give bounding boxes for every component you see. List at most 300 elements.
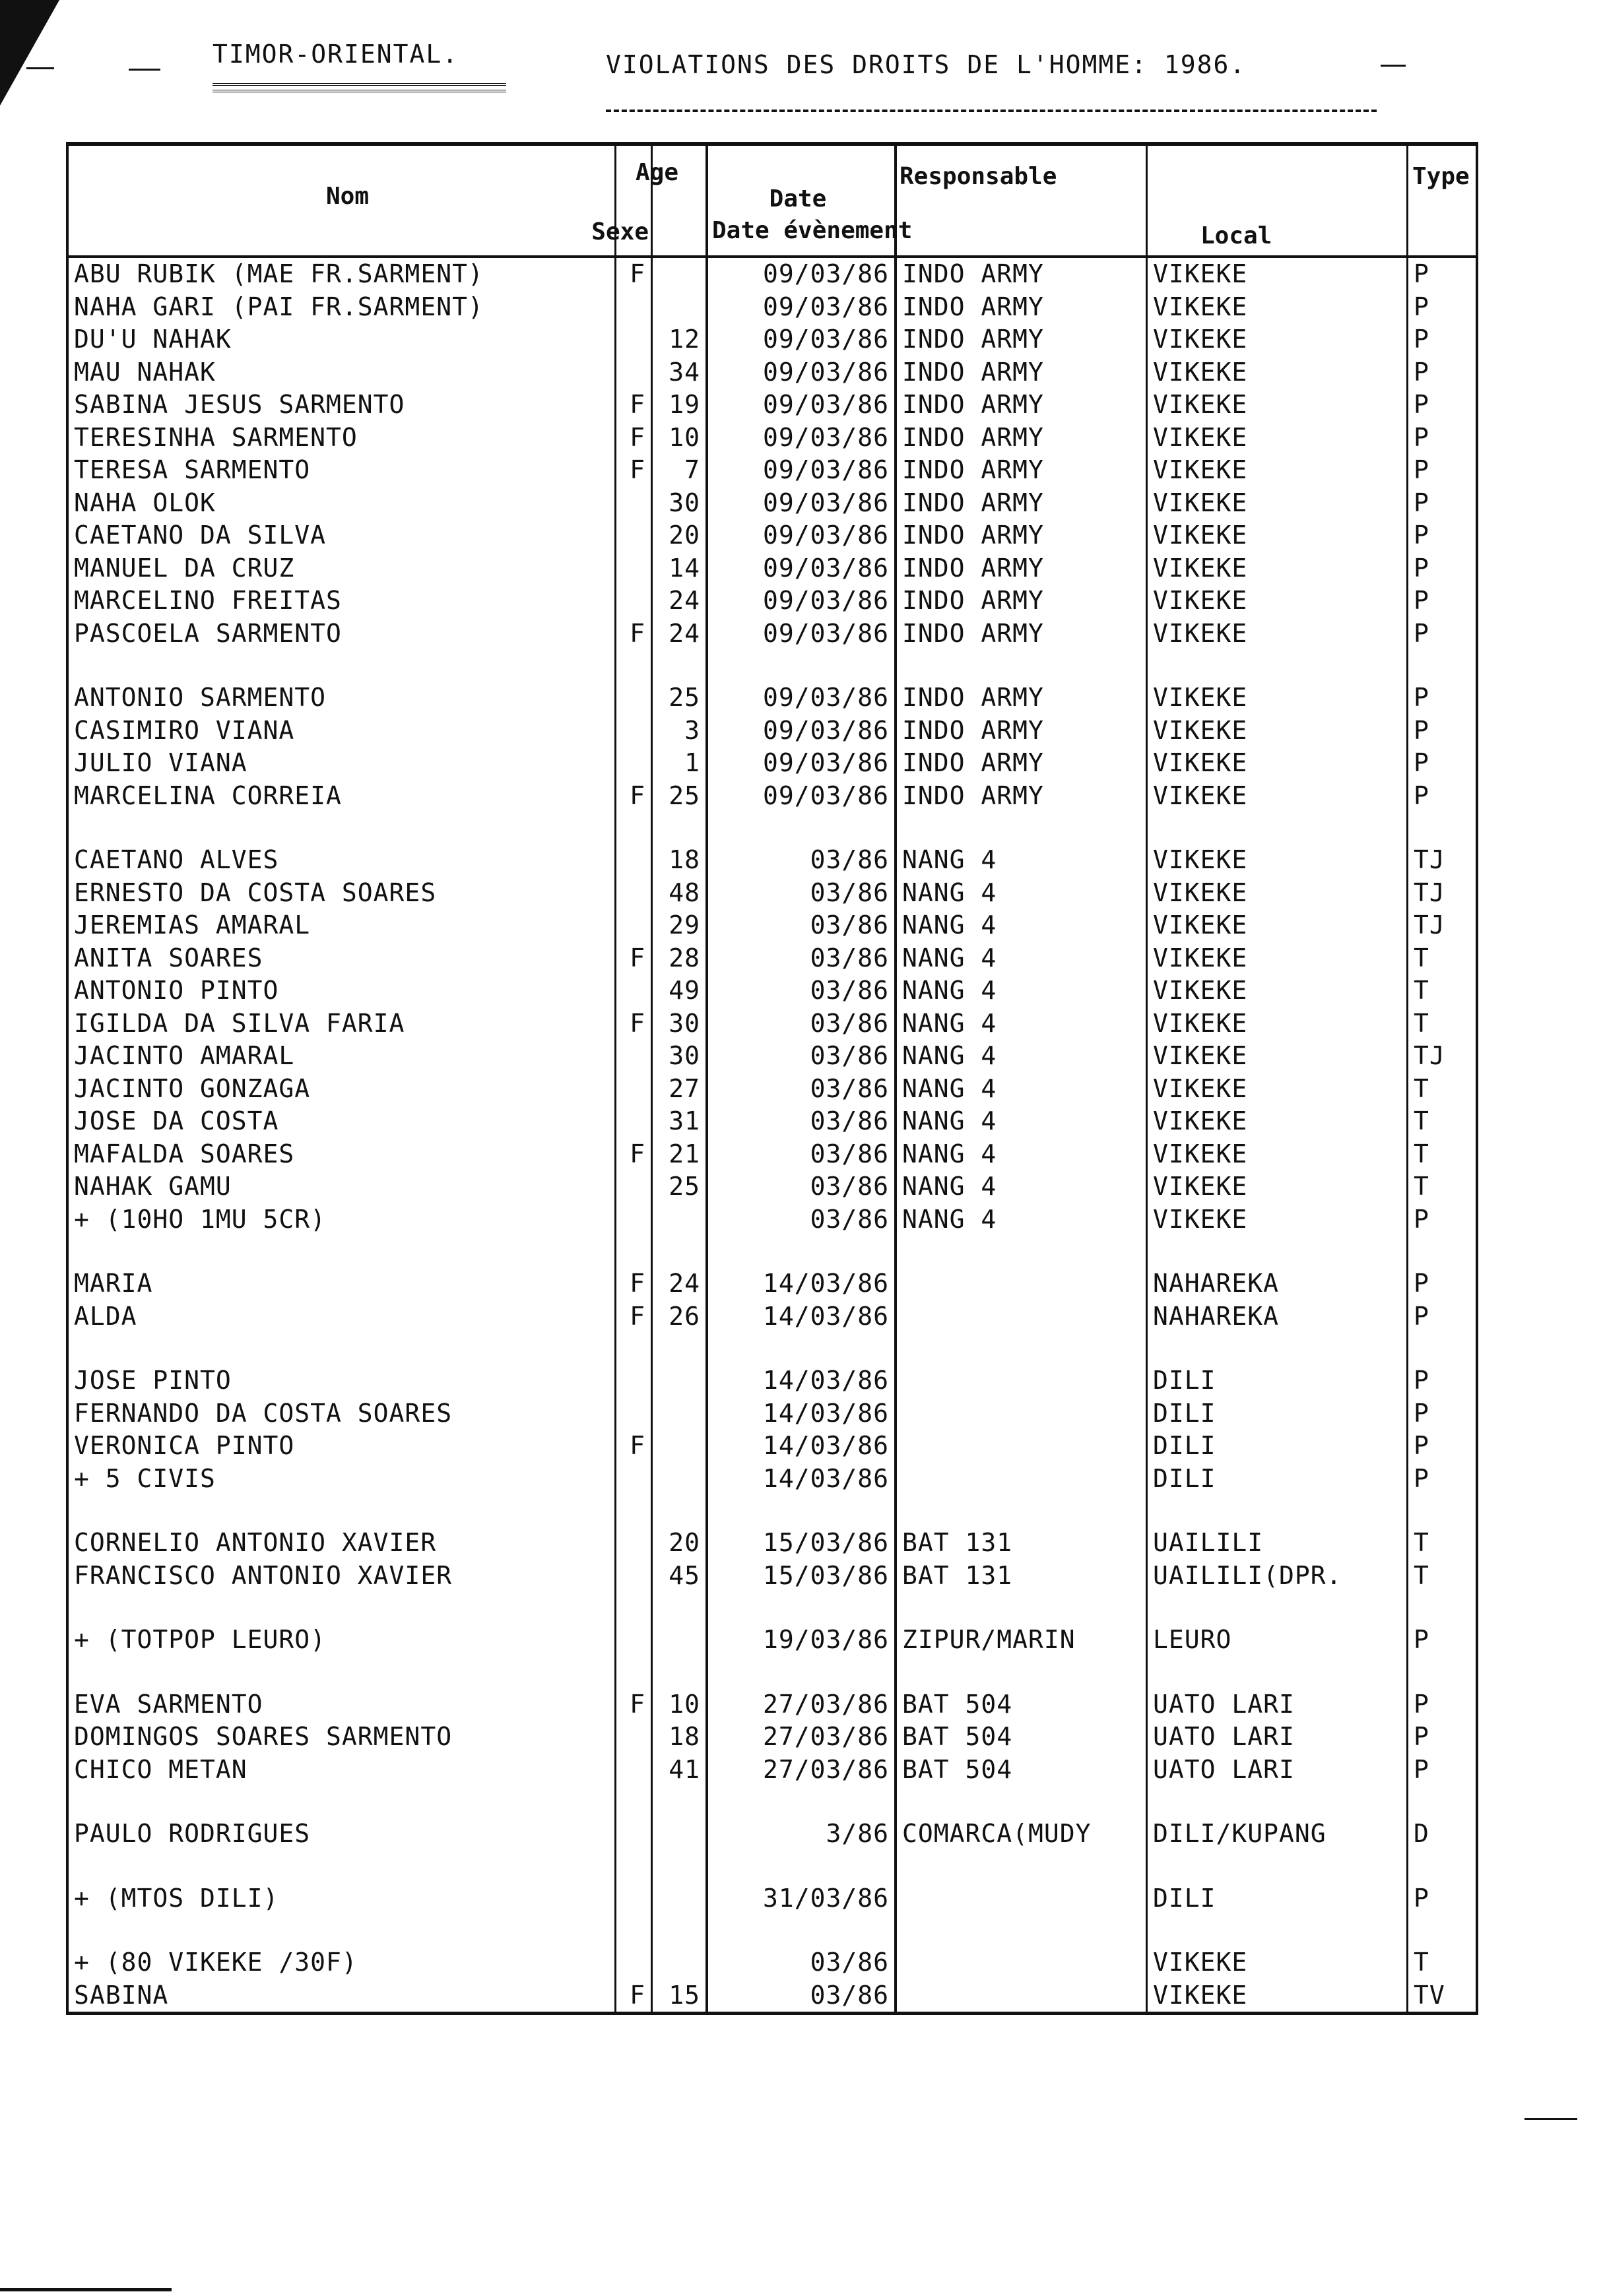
cell-local: VIKEKE [1147,257,1408,291]
cell-age: 30 [652,487,707,520]
cell-sex [616,1624,652,1657]
cell-sex [616,974,652,1007]
cell-date: 09/03/86 [707,585,896,618]
cell-age: 25 [652,1170,707,1203]
cell-type: P [1408,389,1478,422]
spacer-cell [1408,1333,1478,1364]
cell-responsible: INDO ARMY [896,356,1147,389]
spacer-cell [1408,1236,1478,1267]
cell-responsible: BAT 504 [896,1721,1147,1754]
cell-type: P [1408,519,1478,552]
cell-sex [616,747,652,780]
cell-local: LEURO [1147,1624,1408,1657]
cell-type: P [1408,1754,1478,1787]
cell-age: 7 [652,454,707,487]
cell-name: IGILDA DA SILVA FARIA [74,1008,405,1038]
cell-name: JOSE PINTO [74,1366,232,1395]
cell-responsible: BAT 504 [896,1754,1147,1787]
spacer-cell [1147,1495,1408,1527]
table-row [67,1364,1477,1397]
cell-type: T [1408,1560,1478,1593]
cell-sex [616,1946,652,1979]
spacer-cell [707,650,896,682]
margin-dash-mark [1381,65,1406,67]
cell-sex [616,682,652,715]
table-row [67,1818,1477,1851]
table-body [67,257,1477,2014]
cell-name: ABU RUBIK (MAE FR.SARMENT) [74,259,484,288]
cell-sex: F [616,942,652,975]
cell-responsible [896,1882,1147,1915]
spacer-cell [652,1333,707,1364]
cell-name: EVA SARMENTO [74,1689,263,1719]
cell-age: 24 [652,618,707,651]
cell-local: VIKEKE [1147,1138,1408,1171]
table-row [67,1138,1477,1171]
cell-sex: F [616,1979,652,2014]
spacer-cell [67,1915,616,1946]
table-row [67,909,1477,942]
cell-type: P [1408,552,1478,585]
cell-local: VIKEKE [1147,1979,1408,2014]
spacer-cell [1147,1915,1408,1946]
cell-responsible: NANG 4 [896,1073,1147,1106]
cell-local: VIKEKE [1147,487,1408,520]
cell-responsible: INDO ARMY [896,291,1147,324]
cell-local: VIKEKE [1147,618,1408,651]
cell-age: 30 [652,1040,707,1073]
scan-bottom-edge-mark [0,2288,172,2291]
cell-type: P [1408,747,1478,780]
spacer-cell [1408,812,1478,844]
table-row [67,1040,1477,1073]
cell-name: ALDA [74,1301,137,1331]
cell-responsible: BAT 131 [896,1560,1147,1593]
cell-date: 14/03/86 [707,1463,896,1496]
cell-local: VIKEKE [1147,1105,1408,1138]
cell-responsible: INDO ARMY [896,323,1147,356]
table-row [67,1624,1477,1657]
cell-type: P [1408,1688,1478,1721]
cell-age: 12 [652,323,707,356]
spacer-cell [616,1495,652,1527]
cell-local: VIKEKE [1147,682,1408,715]
cell-name: PASCOELA SARMENTO [74,618,342,648]
cell-date: 09/03/86 [707,747,896,780]
spacer-cell [1147,1592,1408,1624]
spacer-cell [707,1592,896,1624]
cell-date: 14/03/86 [707,1397,896,1430]
cell-sex [616,1463,652,1496]
document-region: TIMOR-ORIENTAL. [213,40,459,69]
spacer-cell [707,1333,896,1364]
spacer-cell [652,1786,707,1818]
cell-age: 41 [652,1754,707,1787]
spacer-cell [1408,1657,1478,1688]
cell-sex: F [616,1688,652,1721]
cell-responsible: INDO ARMY [896,389,1147,422]
table-row [67,618,1477,651]
cell-sex [616,291,652,324]
spacer-cell [67,1592,616,1624]
table-row [67,585,1477,618]
cell-sex [616,909,652,942]
cell-sex [616,1170,652,1203]
cell-name: PAULO RODRIGUES [74,1819,311,1848]
cell-age: 49 [652,974,707,1007]
cell-responsible: NANG 4 [896,1170,1147,1203]
cell-age: 25 [652,780,707,813]
cell-date: 19/03/86 [707,1624,896,1657]
spacer-cell [616,1915,652,1946]
spacer-cell [896,812,1147,844]
spacer-cell [652,1495,707,1527]
table-row [67,877,1477,910]
column-header-type: Type [1408,144,1478,257]
table-row [67,1979,1477,2014]
cell-age: 14 [652,552,707,585]
cell-type: P [1408,291,1478,324]
cell-sex [616,1721,652,1754]
cell-age: 34 [652,356,707,389]
spacer-cell [896,1851,1147,1882]
spacer-cell [707,1915,896,1946]
cell-type: P [1408,487,1478,520]
cell-sex [616,1203,652,1236]
spacer-cell [707,1495,896,1527]
spacer-cell [67,650,616,682]
spacer-cell [1147,1786,1408,1818]
cell-type: P [1408,682,1478,715]
cell-sex: F [616,454,652,487]
cell-local: DILI [1147,1430,1408,1463]
cell-age [652,291,707,324]
cell-responsible: INDO ARMY [896,780,1147,813]
cell-age: 48 [652,877,707,910]
cell-sex [616,1882,652,1915]
cell-local: VIKEKE [1147,519,1408,552]
cell-age: 26 [652,1300,707,1333]
cell-date: 09/03/86 [707,389,896,422]
cell-date: 03/86 [707,844,896,877]
cell-sex [616,877,652,910]
cell-name: CORNELIO ANTONIO XAVIER [74,1528,437,1557]
region-underline [213,83,506,92]
cell-age: 30 [652,1007,707,1040]
spacer-cell [707,1786,896,1818]
table-row [67,1397,1477,1430]
cell-sex [616,552,652,585]
cell-sex: F [616,618,652,651]
spacer-cell [1408,1915,1478,1946]
table-header-row [67,144,1477,257]
cell-type: P [1408,1624,1478,1657]
table-row [67,1946,1477,1979]
spacer-cell [652,1236,707,1267]
table-row [67,1882,1477,1915]
cell-age: 18 [652,844,707,877]
cell-name: JACINTO GONZAGA [74,1073,311,1103]
cell-sex: F [616,1267,652,1300]
cell-age [652,1397,707,1430]
cell-responsible [896,1463,1147,1496]
cell-name: MANUEL DA CRUZ [74,553,295,583]
cell-responsible: INDO ARMY [896,747,1147,780]
title-underline [606,110,1377,112]
cell-responsible: INDO ARMY [896,585,1147,618]
cell-date: 09/03/86 [707,552,896,585]
column-header-date: Date Date évènement [707,144,896,257]
spacer-cell [67,1657,616,1688]
cell-local: DILI [1147,1364,1408,1397]
cell-date: 31/03/86 [707,1882,896,1915]
cell-age: 20 [652,519,707,552]
table-spacer-row [67,1495,1477,1527]
cell-age: 21 [652,1138,707,1171]
cell-local: VIKEKE [1147,291,1408,324]
cell-date: 03/86 [707,1040,896,1073]
column-header-age: Age [652,144,707,257]
cell-date: 03/86 [707,942,896,975]
cell-responsible: NANG 4 [896,942,1147,975]
spacer-cell [616,1657,652,1688]
cell-age [652,1946,707,1979]
cell-local: NAHAREKA [1147,1300,1408,1333]
cell-date: 27/03/86 [707,1688,896,1721]
cell-age: 10 [652,1688,707,1721]
spacer-cell [67,1236,616,1267]
cell-age: 20 [652,1527,707,1560]
cell-type: TJ [1408,1040,1478,1073]
cell-type: TJ [1408,909,1478,942]
cell-name: MAU NAHAK [74,357,216,387]
cell-local: VIKEKE [1147,844,1408,877]
spacer-cell [1408,650,1478,682]
cell-age: 27 [652,1073,707,1106]
cell-date: 03/86 [707,1946,896,1979]
cell-responsible: NANG 4 [896,844,1147,877]
column-header-date-label: Date évènement [712,217,913,244]
cell-local: VIKEKE [1147,552,1408,585]
cell-age: 3 [652,715,707,748]
cell-local: NAHAREKA [1147,1267,1408,1300]
cell-type: P [1408,1430,1478,1463]
cell-type: P [1408,1203,1478,1236]
cell-age: 29 [652,909,707,942]
cell-name: ANTONIO PINTO [74,976,279,1005]
cell-name: JACINTO AMARAL [74,1041,295,1070]
table-row [67,1300,1477,1333]
cell-name: DOMINGOS SOARES SARMENTO [74,1722,453,1751]
cell-type: T [1408,1007,1478,1040]
column-header-name: Nom Sexe [67,144,616,257]
spacer-cell [616,1592,652,1624]
cell-local: DILI [1147,1397,1408,1430]
cell-date: 09/03/86 [707,682,896,715]
cell-date: 09/03/86 [707,780,896,813]
cell-name: MAFALDA SOARES [74,1139,295,1168]
table-row [67,1267,1477,1300]
cell-type: TJ [1408,844,1478,877]
cell-sex [616,323,652,356]
cell-name: MARCELINA CORREIA [74,781,342,810]
cell-name: ANTONIO SARMENTO [74,683,327,712]
margin-dash-mark [129,69,160,71]
cell-name: DU'U NAHAK [74,325,232,354]
spacer-cell [616,1333,652,1364]
cell-age: 10 [652,422,707,455]
cell-responsible: NANG 4 [896,1007,1147,1040]
cell-type: P [1408,1267,1478,1300]
cell-age: 31 [652,1105,707,1138]
cell-date: 15/03/86 [707,1527,896,1560]
cell-sex: F [616,1007,652,1040]
cell-type: P [1408,618,1478,651]
cell-responsible: NANG 4 [896,1105,1147,1138]
cell-local: VIKEKE [1147,1007,1408,1040]
spacer-cell [652,1915,707,1946]
cell-type: P [1408,715,1478,748]
cell-date: 03/86 [707,1203,896,1236]
cell-type: T [1408,1138,1478,1171]
cell-date: 03/86 [707,1105,896,1138]
cell-sex [616,1818,652,1851]
spacer-cell [1408,1495,1478,1527]
cell-age [652,1818,707,1851]
cell-type: P [1408,585,1478,618]
table-row [67,1073,1477,1106]
cell-age [652,257,707,291]
spacer-cell [896,1915,1147,1946]
cell-date: 09/03/86 [707,618,896,651]
cell-date: 14/03/86 [707,1300,896,1333]
spacer-cell [896,1592,1147,1624]
table-row [67,974,1477,1007]
cell-date: 03/86 [707,974,896,1007]
cell-name: FERNANDO DA COSTA SOARES [74,1398,453,1428]
spacer-cell [896,650,1147,682]
table-row [67,389,1477,422]
table-spacer-row [67,650,1477,682]
table-row [67,422,1477,455]
cell-type: P [1408,1300,1478,1333]
table-row [67,1688,1477,1721]
cell-local: DILI [1147,1463,1408,1496]
table-row [67,519,1477,552]
spacer-cell [1147,1851,1408,1882]
cell-name: CASIMIRO VIANA [74,715,295,745]
cell-type: P [1408,1721,1478,1754]
table-row [67,257,1477,291]
margin-dash-mark [1524,2118,1577,2120]
cell-age [652,1364,707,1397]
cell-age: 18 [652,1721,707,1754]
cell-name: + (10HO 1MU 5CR) [74,1204,327,1234]
spacer-cell [896,1786,1147,1818]
cell-name: + (MTOS DILI) [74,1883,279,1913]
cell-sex [616,1397,652,1430]
table-spacer-row [67,1915,1477,1946]
cell-age: 24 [652,1267,707,1300]
cell-type: P [1408,422,1478,455]
table-spacer-row [67,1851,1477,1882]
table-row [67,844,1477,877]
cell-sex [616,1105,652,1138]
table-row [67,715,1477,748]
cell-responsible [896,1267,1147,1300]
cell-type: P [1408,454,1478,487]
spacer-cell [896,1657,1147,1688]
table-row [67,747,1477,780]
cell-sex [616,1754,652,1787]
cell-name: MARCELINO FREITAS [74,586,342,615]
cell-type: T [1408,942,1478,975]
cell-responsible: ZIPUR/MARIN [896,1624,1147,1657]
cell-age: 1 [652,747,707,780]
cell-name: + 5 CIVIS [74,1463,216,1493]
cell-local: UATO LARI [1147,1754,1408,1787]
cell-sex [616,519,652,552]
cell-responsible: INDO ARMY [896,519,1147,552]
cell-responsible: NANG 4 [896,1203,1147,1236]
cell-type: T [1408,1105,1478,1138]
table-row [67,1170,1477,1203]
cell-sex [616,715,652,748]
spacer-cell [1147,1333,1408,1364]
table-row [67,356,1477,389]
spacer-cell [896,1333,1147,1364]
spacer-cell [1147,1657,1408,1688]
cell-sex: F [616,389,652,422]
spacer-cell [616,1236,652,1267]
cell-responsible: INDO ARMY [896,257,1147,291]
cell-name: VERONICA PINTO [74,1431,295,1460]
cell-local: DILI/KUPANG [1147,1818,1408,1851]
table-row [67,1463,1477,1496]
cell-date: 09/03/86 [707,257,896,291]
cell-date: 09/03/86 [707,519,896,552]
cell-sex [616,356,652,389]
table-row [67,1560,1477,1593]
cell-age [652,1430,707,1463]
cell-sex: F [616,780,652,813]
table-row [67,1203,1477,1236]
spacer-cell [652,650,707,682]
violations-table [66,142,1478,2015]
spacer-cell [67,1786,616,1818]
cell-type: P [1408,1882,1478,1915]
spacer-cell [707,812,896,844]
cell-type: T [1408,1946,1478,1979]
cell-date: 09/03/86 [707,487,896,520]
table-row [67,552,1477,585]
cell-age: 15 [652,1979,707,2014]
cell-type: T [1408,1073,1478,1106]
cell-date: 09/03/86 [707,422,896,455]
cell-responsible [896,1979,1147,2014]
cell-type: D [1408,1818,1478,1851]
spacer-cell [1147,1236,1408,1267]
cell-sex: F [616,1138,652,1171]
cell-age [652,1463,707,1496]
cell-age: 19 [652,389,707,422]
cell-local: VIKEKE [1147,422,1408,455]
table-row [67,1754,1477,1787]
cell-name: CAETANO DA SILVA [74,521,327,550]
spacer-cell [896,1236,1147,1267]
cell-sex: F [616,1430,652,1463]
table-row [67,1105,1477,1138]
